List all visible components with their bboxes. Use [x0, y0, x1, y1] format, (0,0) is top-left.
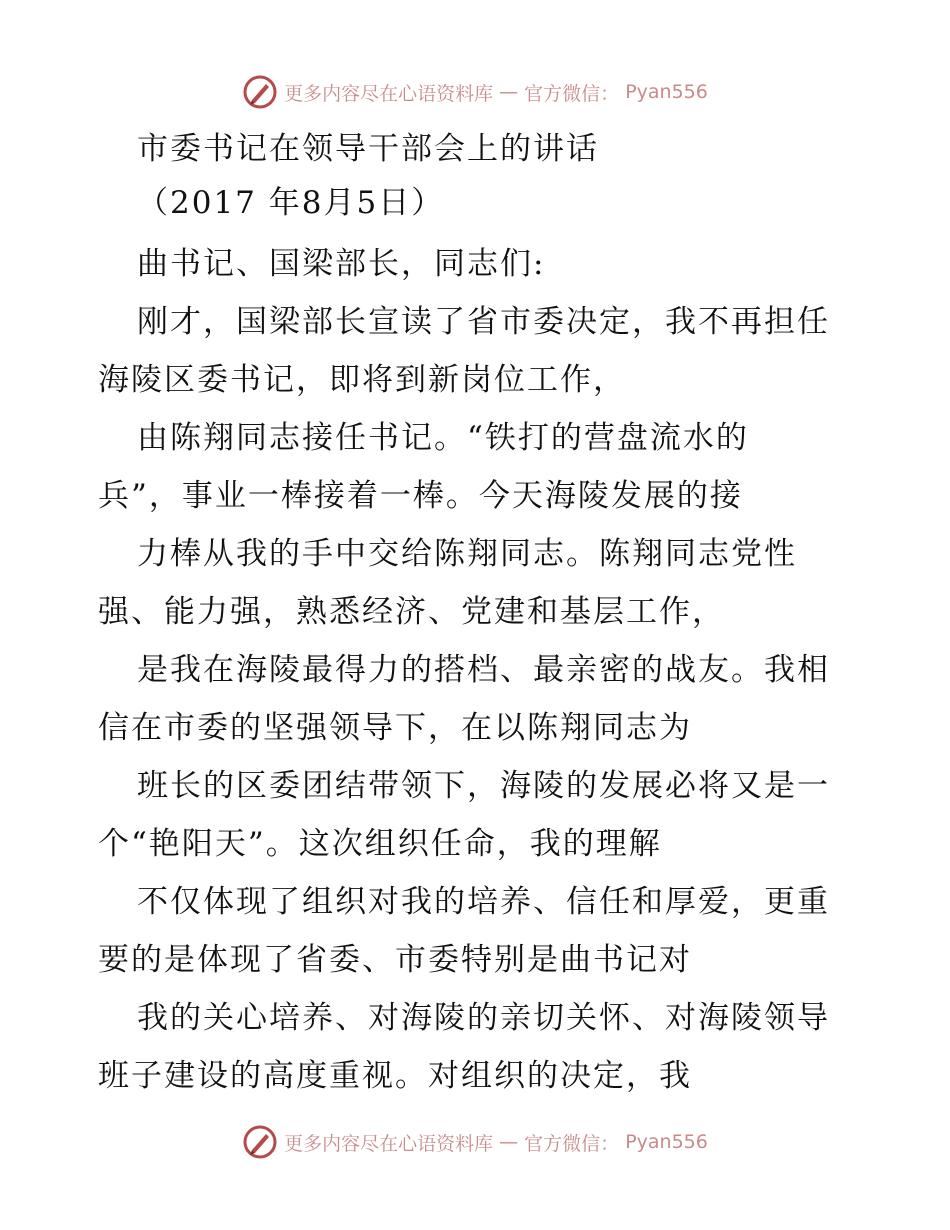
- pen-logo-icon: [242, 1124, 278, 1160]
- paragraph-line: 信在市委的坚强领导下，在以陈翔同志为: [98, 710, 692, 746]
- paragraph-line: 海陵区委书记，即将到新岗位工作，: [98, 362, 626, 398]
- watermark-dash: —: [499, 1131, 519, 1153]
- document-title: 市委书记在领导干部会上的讲话: [137, 131, 599, 167]
- watermark-footer: [0, 1122, 950, 1162]
- watermark-wechat-label: 官方微信：: [524, 1132, 620, 1155]
- paragraph-line: 班子建设的高度重视。对组织的决定，我: [98, 1058, 692, 1094]
- salutation: 曲书记、国梁部长，同志们:: [137, 246, 546, 282]
- paragraph-line: 力棒从我的手中交给陈翔同志。陈翔同志党性: [137, 536, 797, 572]
- document-date: （2017 年8月5日）: [137, 185, 445, 221]
- watermark-wechat-id: Pyan556: [625, 1131, 708, 1153]
- paragraph-line: 我的关心培养、对海陵的亲切关怀、对海陵领导: [137, 1000, 830, 1036]
- paragraph-line: 班长的区委团结带领下，海陵的发展必将又是一: [137, 768, 830, 804]
- paragraph-line: 强、能力强，熟悉经济、党建和基层工作，: [98, 594, 725, 630]
- paragraph-line: 由陈翔同志接任书记。“铁打的营盘流水的: [137, 420, 749, 456]
- watermark-dash: —: [499, 81, 519, 103]
- paragraph-line: 是我在海陵最得力的搭档、最亲密的战友。我相: [137, 652, 830, 688]
- watermark-wechat-id: Pyan556: [625, 81, 708, 103]
- paragraph-line: 个“艳阳天”。这次组织任命，我的理解: [98, 826, 662, 862]
- paragraph-line: 不仅体现了组织对我的培养、信任和厚爱，更重: [137, 884, 830, 920]
- watermark-wechat-label: 官方微信：: [524, 82, 620, 105]
- paragraph-line: 刚才，国梁部长宣读了省市委决定，我不再担任: [137, 304, 830, 340]
- paragraph-line: 要的是体现了省委、市委特别是曲书记对: [98, 942, 692, 978]
- watermark-text: 更多内容尽在心语资料库: [284, 82, 494, 105]
- paragraph-line: 兵”，事业一棒接着一棒。今天海陵发展的接: [98, 478, 743, 514]
- watermark-text: 更多内容尽在心语资料库: [284, 1132, 494, 1155]
